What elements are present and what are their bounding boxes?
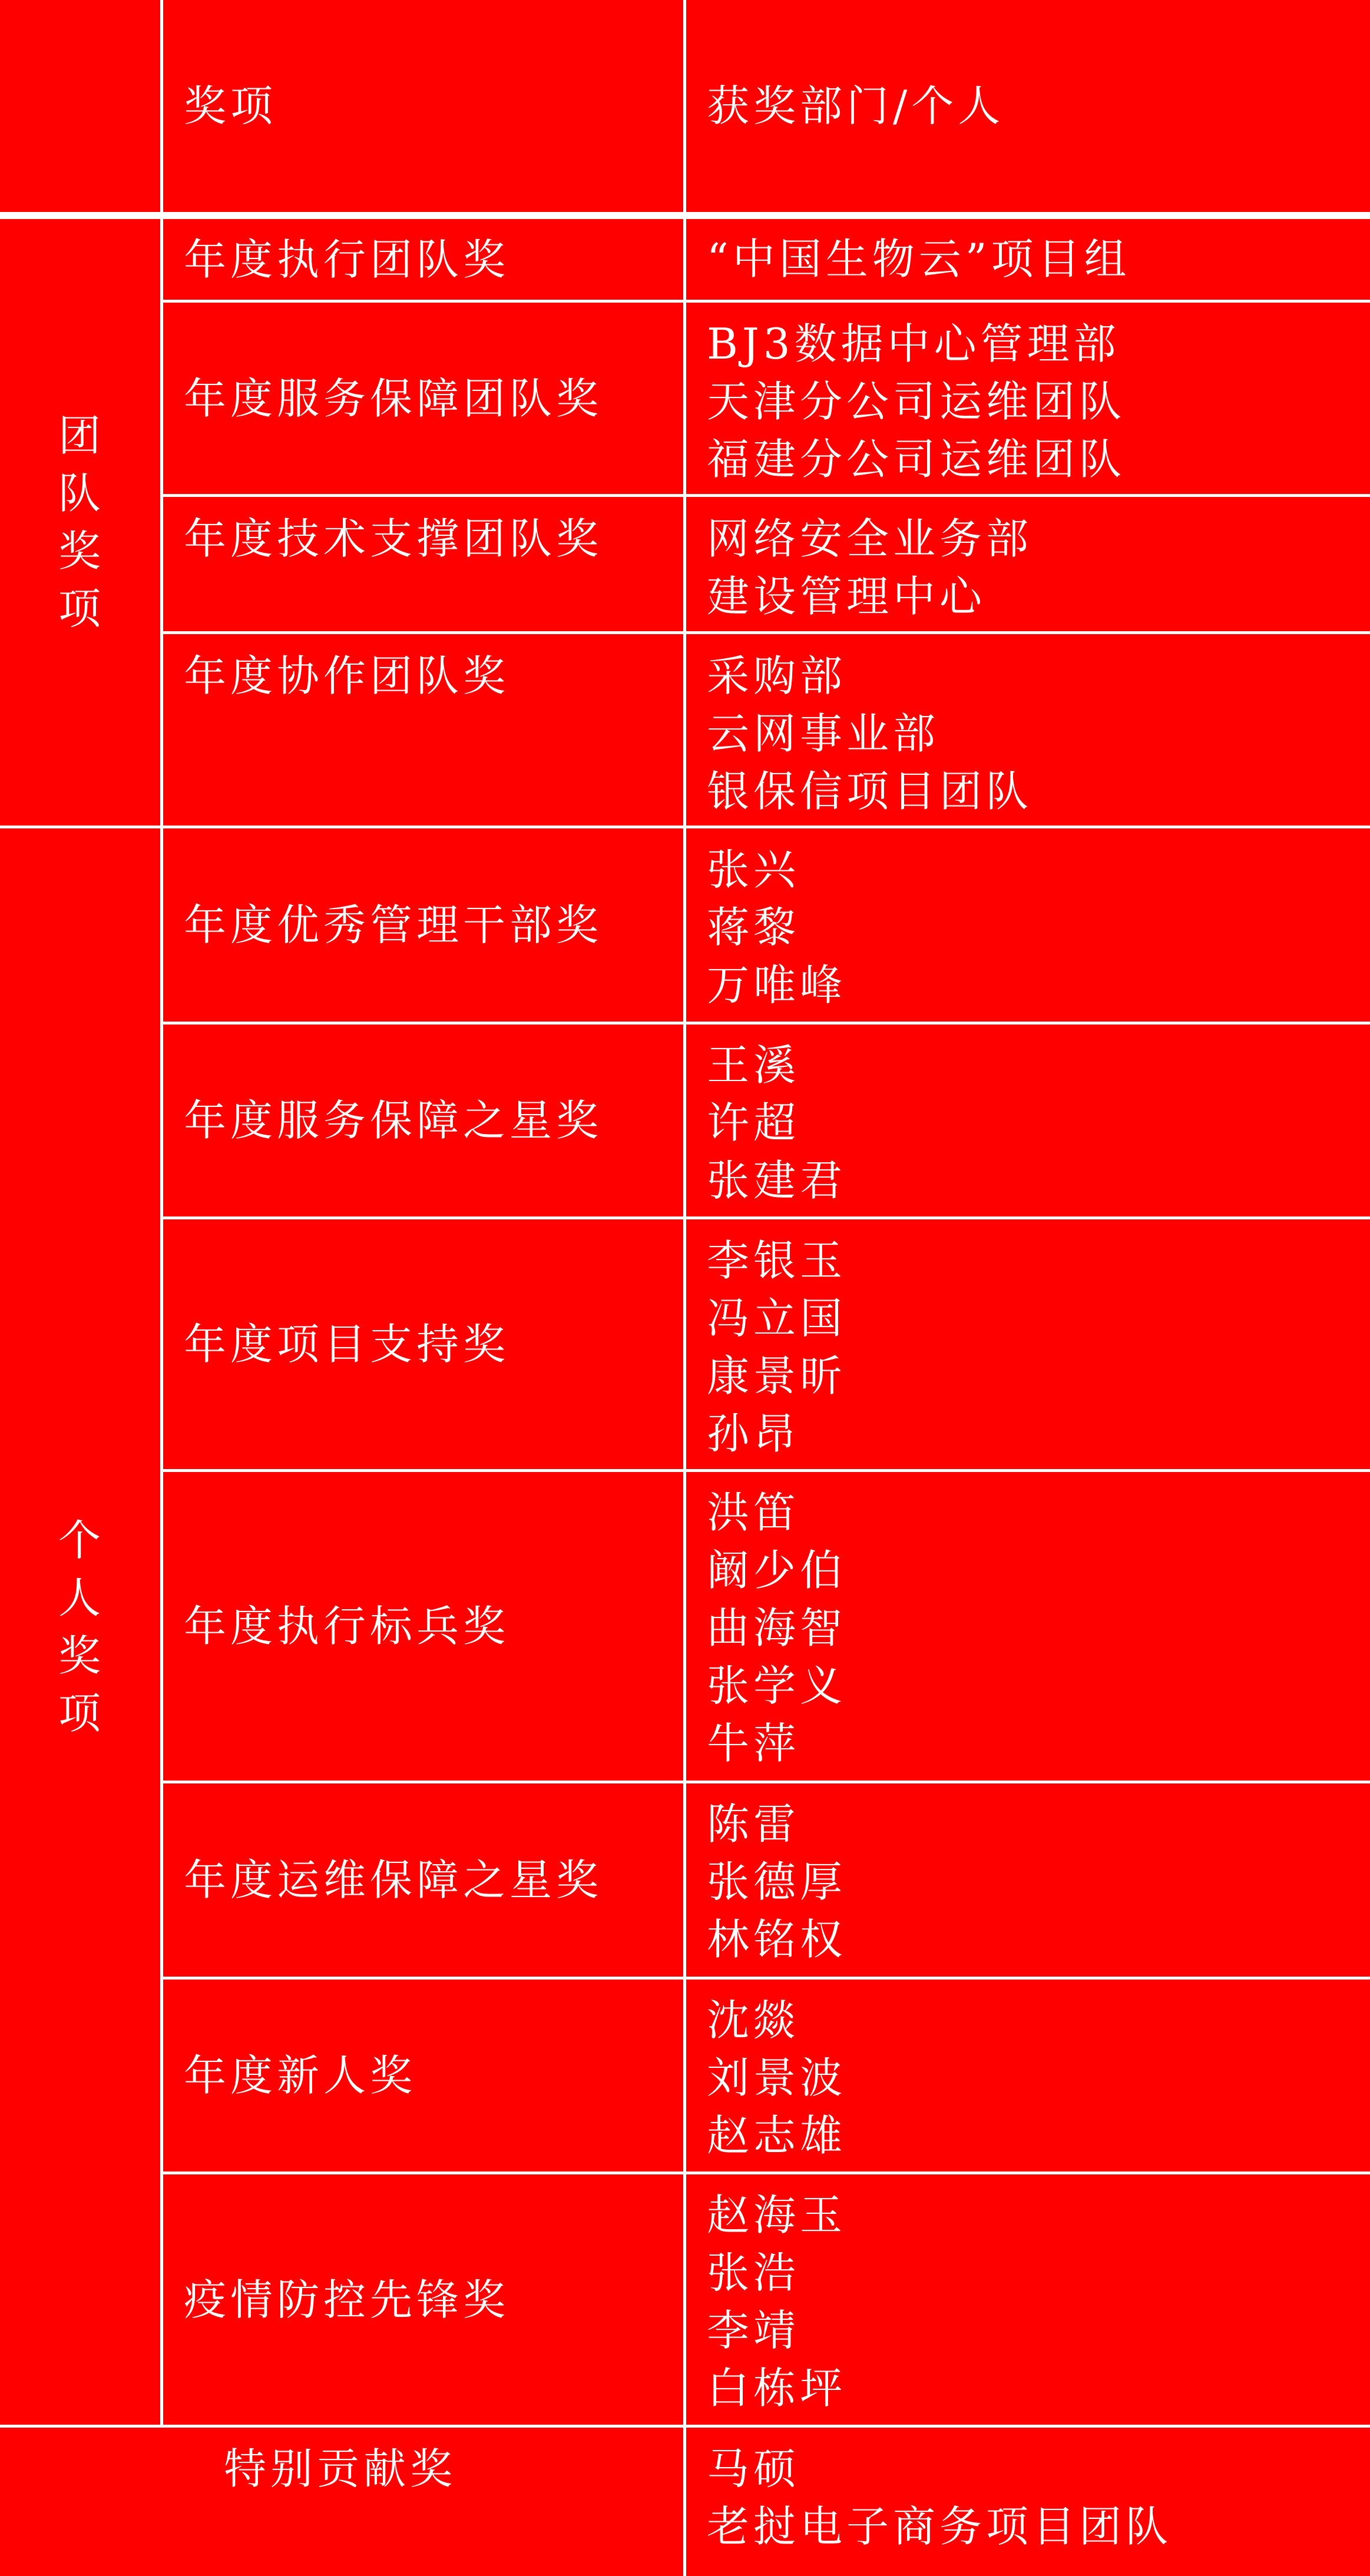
winner-name: 蒋黎	[707, 903, 800, 952]
award-name-cell	[184, 1980, 416, 2171]
team-label-char: 奖	[58, 526, 101, 576]
individual-label-char: 奖	[58, 1630, 101, 1680]
winner-list	[707, 841, 846, 1014]
team-label-char: 队	[58, 469, 101, 518]
individual-label-char: 人	[58, 1573, 101, 1623]
winner-name: “中国生物云”项目组	[707, 234, 1131, 284]
winner-name: 天津分公司运维团队	[707, 377, 1126, 426]
winner-name: 马硕	[707, 2444, 800, 2494]
award-name-cell	[184, 828, 603, 1022]
winner-name: BJ3数据中心管理部	[707, 319, 1120, 369]
award-name-cell	[184, 2174, 509, 2425]
award-name: 疫情防控先锋奖	[184, 2275, 510, 2325]
award-name: 年度服务保障之星奖	[184, 1096, 603, 1145]
winner-name: 林铭权	[707, 1915, 847, 1964]
winner-list	[707, 315, 1126, 488]
winner-name: 孙昂	[707, 1409, 800, 1458]
award-name-cell	[184, 1025, 603, 1216]
team-section-label	[0, 219, 159, 825]
winner-name: 洪笛	[707, 1488, 800, 1537]
winner-name: 许超	[707, 1098, 800, 1148]
winner-name: 福建分公司运维团队	[707, 435, 1126, 484]
winner-name: 张德厚	[707, 1857, 847, 1907]
winner-name: 陈雷	[707, 1799, 800, 1849]
winner-name: 李靖	[707, 2306, 800, 2355]
award-name: 年度项目支持奖	[184, 1320, 510, 1369]
winner-list	[707, 1795, 846, 1968]
winner-list	[707, 230, 1131, 288]
award-name: 年度技术支撑团队奖	[184, 514, 603, 563]
header-award-cell	[184, 0, 277, 212]
winner-name: 李银玉	[707, 1236, 847, 1285]
winner-name: 阚少伯	[707, 1546, 847, 1595]
winner-name: 赵志雄	[707, 2111, 847, 2160]
individual-label-char: 项	[58, 1688, 101, 1738]
winner-name: 张学义	[707, 1661, 847, 1710]
winner-list	[707, 2440, 1172, 2555]
individual-label-char: 个	[58, 1515, 101, 1565]
award-name: 年度运维保障之星奖	[184, 1855, 603, 1905]
winner-name: 刘景波	[707, 2053, 847, 2103]
award-name-cell	[184, 219, 509, 300]
section-divider	[0, 2425, 1370, 2428]
award-name: 年度新人奖	[184, 2051, 417, 2100]
winner-name: 沈燚	[707, 1995, 800, 2045]
winner-name: 赵海玉	[707, 2190, 847, 2240]
award-name-cell	[184, 1472, 509, 1781]
winner-name: 银保信项目团队	[707, 767, 1033, 816]
award-name-cell	[184, 510, 603, 568]
winner-name: 牛萍	[707, 1719, 800, 1768]
winner-list	[707, 1484, 846, 1772]
award-name: 年度执行团队奖	[184, 234, 510, 284]
winner-name: 张浩	[707, 2248, 800, 2297]
team-label-char: 团	[58, 411, 101, 460]
individual-section-label	[0, 828, 159, 2425]
winner-list	[707, 1232, 846, 1463]
row-divider	[160, 494, 1370, 497]
award-name: 年度优秀管理干部奖	[184, 900, 603, 950]
header-divider	[0, 212, 1370, 219]
award-name-cell	[184, 1219, 509, 1469]
award-name: 年度服务保障团队奖	[184, 373, 603, 423]
team-label-char: 项	[58, 584, 101, 634]
winner-name: 曲海智	[707, 1603, 847, 1653]
winner-name: 建设管理中心	[707, 572, 987, 621]
special-award-cell	[224, 2440, 456, 2498]
winner-name: 万唯峰	[707, 960, 847, 1010]
winner-name: 康景昕	[707, 1351, 847, 1401]
winner-name: 采购部	[707, 651, 847, 701]
winner-list	[707, 1036, 846, 1209]
header-winner-cell	[707, 0, 1004, 212]
winner-list	[707, 1991, 846, 2164]
header-award-label: 奖项	[184, 81, 277, 131]
winner-name: 王溪	[707, 1040, 800, 1090]
winner-name: 张兴	[707, 845, 800, 894]
winner-list	[707, 510, 1033, 625]
award-name: 年度执行标兵奖	[184, 1602, 510, 1651]
header-winner-label: 获奖部门/个人	[707, 81, 1005, 131]
winner-name: 网络安全业务部	[707, 514, 1033, 563]
winner-name: 云网事业部	[707, 709, 940, 758]
award-name-cell	[184, 303, 603, 494]
award-name-cell	[184, 647, 509, 705]
winner-list	[707, 2186, 846, 2417]
col-divider-left	[160, 0, 163, 2426]
award-name-cell	[184, 1783, 603, 1977]
winner-name: 白栋坪	[707, 2363, 847, 2413]
winner-list	[707, 647, 1033, 820]
winner-name: 老挝电子商务项目团队	[707, 2502, 1173, 2551]
col-divider-right	[683, 0, 686, 2576]
winner-name: 冯立国	[707, 1294, 847, 1343]
row-divider	[160, 631, 1370, 634]
winner-name: 张建君	[707, 1156, 847, 1205]
special-award-name: 特别贡献奖	[224, 2444, 457, 2494]
award-name: 年度协作团队奖	[184, 651, 510, 701]
